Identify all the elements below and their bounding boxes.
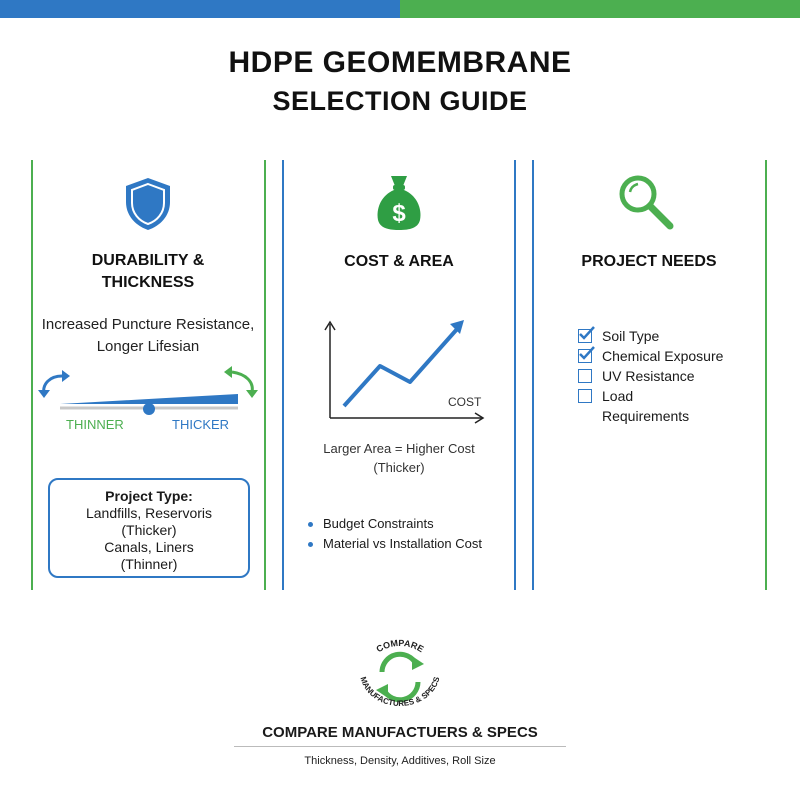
thickness-slider[interactable] (36, 364, 262, 418)
ring-text-top: COMPARE (374, 637, 426, 655)
cost-caption (283, 439, 515, 477)
page-title-line1: HDPE GEOMEMBRANE (228, 46, 572, 79)
cost-trend-line (344, 328, 458, 406)
checklist-label: Chemical Exposure (602, 348, 724, 364)
checkbox-unchecked[interactable] (578, 389, 592, 403)
durability-desc-line2: Longer Lifesian (96, 338, 200, 355)
column-border-right (765, 160, 767, 590)
cost-caption-line2: (Thicker) (373, 460, 425, 475)
svg-text:$: $ (392, 200, 406, 227)
durability-desc-line1: Increased Puncture Resistance, (41, 316, 255, 333)
slider-handle (143, 403, 155, 415)
needs-title: PROJECT NEEDS (581, 253, 717, 270)
rotate-right-arrow-icon (232, 372, 252, 392)
page-title-line2: SELECTION GUIDE (272, 86, 528, 116)
checkbox-checked[interactable] (578, 349, 592, 363)
durability-description (32, 314, 264, 358)
bullet-text: Material vs Installation Cost (323, 536, 482, 551)
cost-title: COST & AREA (344, 253, 454, 270)
checkbox-checked[interactable] (578, 329, 592, 343)
cost-bullet-list (308, 514, 482, 554)
checklist-label-line1: Load (602, 388, 634, 404)
needs-checklist (578, 326, 723, 426)
cost-axis-label: COST (448, 395, 482, 409)
checklist-label: Soil Type (602, 328, 660, 344)
column-border (532, 160, 534, 590)
durability-title-line1: DURABILITY & (91, 252, 205, 269)
project-type-box (48, 478, 250, 578)
checklist-item[interactable] (578, 366, 723, 386)
column-border (264, 160, 266, 590)
ring-text-bottom: MANUFACTURES & SPECS (358, 675, 442, 709)
cycle-arrows-icon (344, 632, 456, 722)
list-item (308, 534, 482, 554)
checklist-item[interactable] (578, 346, 723, 366)
column-border (514, 160, 516, 590)
bullet-text: Budget Constraints (323, 516, 434, 531)
project-type-heading: Project Type: (105, 488, 193, 504)
bullet-dot (308, 522, 313, 527)
cost-trend-chart (318, 318, 488, 426)
column-border-left (31, 160, 33, 590)
checklist-item[interactable] (578, 386, 723, 426)
checkbox-unchecked[interactable] (578, 369, 592, 383)
compare-title: COMPARE MANUFACTUERS & SPECS (262, 724, 538, 741)
project-type-line: Landfills, Reservoris (85, 505, 213, 521)
column-border (282, 160, 284, 590)
list-item (308, 514, 482, 534)
thicker-label: THICKER (172, 417, 230, 432)
project-type-line: (Thinner) (120, 556, 178, 572)
money-bag-icon (374, 172, 424, 232)
project-type-line: Canals, Liners (104, 539, 194, 555)
magnifier-icon (616, 172, 676, 232)
checklist-label (602, 386, 689, 426)
top-bar-blue (0, 0, 400, 18)
durability-title-line2: THICKNESS (101, 274, 195, 291)
divider (234, 746, 566, 747)
top-color-bar (0, 0, 800, 18)
project-type-line: (Thicker) (121, 522, 177, 538)
thinner-label: THINNER (66, 417, 124, 432)
checklist-item[interactable] (578, 326, 723, 346)
checklist-label-line2: Requirements (602, 408, 690, 424)
checklist-label: UV Resistance (602, 368, 695, 384)
compare-subtitle: Thickness, Density, Additives, Roll Size (304, 755, 496, 767)
bullet-dot (308, 542, 313, 547)
durability-title (32, 250, 264, 294)
shield-icon (122, 176, 174, 232)
top-bar-green (400, 0, 800, 18)
cost-caption-line1: Larger Area = Higher Cost (323, 441, 475, 456)
